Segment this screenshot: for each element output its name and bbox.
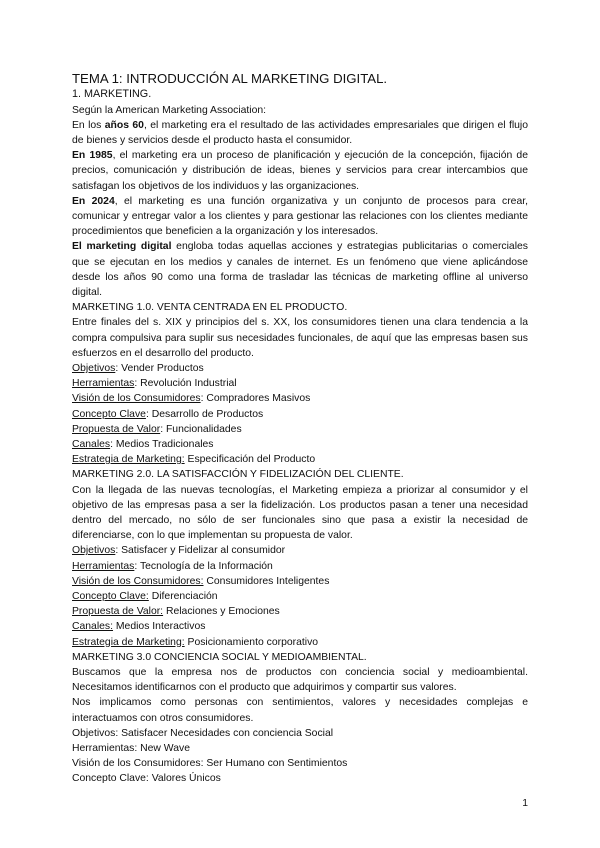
list-item: Concepto Clave: Desarrollo de Productos (72, 408, 264, 420)
list-item: Canales: Medios Tradicionales (72, 438, 214, 450)
body-marketing-2: Con la llegada de las nuevas tecnologías, el Marketing empieza a priorizar al consumidor y el objetivo de las empresas pasa a ser la fidelización. Los productos pasan a tener una necesidad dentro del mercado, no sólo de ser funcionales sino que pasa a existir la necesidad de diferenciarse, con lo que implementan su propuesta de valor. (72, 484, 528, 542)
list-item: Visión de los Consumidores: Consumidores Inteligentes (72, 575, 330, 587)
list-item: Estrategia de Marketing: Especificación del Producto (72, 454, 316, 466)
list-marketing-3 (72, 726, 528, 787)
heading-marketing-1: MARKETING 1.0. VENTA CENTRADA EN EL PRODUCTO. (72, 302, 348, 314)
list-item: Visión de los Consumidores: Compradores Masivos (72, 393, 311, 405)
list-marketing-1 (72, 361, 528, 467)
list-item: Objetivos: Vender Productos (72, 362, 204, 374)
list-item: Visión de los Consumidores: Ser Humano con Sentimientos (72, 758, 348, 770)
list-item: Objetivos: Satisfacer y Fidelizar al consumidor (72, 545, 286, 557)
list-item: Propuesta de Valor: Funcionalidades (72, 423, 242, 435)
list-item: Canales: Medios Interactivos (72, 621, 206, 633)
list-marketing-2 (72, 543, 528, 649)
list-item: Herramientas: Revolución Industrial (72, 378, 237, 390)
heading-marketing-2: MARKETING 2.0. LA SATISFACCIÓN Y FIDELIZACIÓN DEL CLIENTE. (72, 469, 404, 481)
paragraph-1985: En 1985, el marketing era un proceso de planificación y ejecución de la concepción, fijación de precios, comunicación y distribución de ideas, bienes y servicios para crear intercambios que satisfagan los objetivos de los individuos y las organizaciones. (72, 150, 528, 192)
section-heading-marketing: 1. MARKETING. (72, 88, 152, 100)
document-title: TEMA 1: INTRODUCCIÓN AL MARKETING DIGITAL. (72, 71, 388, 86)
list-item: Herramientas: Tecnología de la Información (72, 560, 273, 572)
list-item: Propuesta de Valor: Relaciones y Emociones (72, 606, 280, 618)
paragraph-60s: En los años 60, el marketing era el resultado de las actividades empresariales que dirigen el flujo de bienes y servicios desde el producto hasta el consumidor. (72, 119, 529, 146)
page-number: 1 (522, 798, 528, 809)
body-marketing-3a: Buscamos que la empresa nos de productos con conciencia social y medioambiental. Necesitamos identificarnos con el producto que adquirimos y compartir sus valores. (72, 667, 528, 694)
document-page (72, 70, 528, 787)
list-item: Concepto Clave: Diferenciación (72, 591, 218, 602)
list-item: Objetivos: Satisfacer Necesidades con conciencia Social (72, 727, 334, 739)
paragraph-2024: En 2024, el marketing es una función organizativa y un conjunto de procesos para crear, comunicar y entregar valor a los clientes y para gestionar las relaciones con los clientes mediante procedimientos que beneficien a la organización y los interesados. (72, 195, 529, 238)
body-marketing-3b: Nos implicamos como personas con sentimientos, valores y necesidades complejas e interactuamos con otros consumidores. (72, 697, 528, 724)
intro-line: Según la American Marketing Association: (72, 104, 267, 116)
list-item: Herramientas: New Wave (72, 743, 190, 755)
paragraph-digital-marketing: El marketing digital engloba todas aquellas acciones y estrategias publicitarias o comerciales que se ejecutan en los medios y canales de internet. Es un fenómeno que viene aplicándose desde los años 90 como una forma de trasladar las técnicas de marketing offline al universo digital. (72, 241, 528, 298)
body-marketing-1: Entre finales del s. XIX y principios del s. XX, los consumidores tienen una clara tendencia a la compra compulsiva para suplir sus necesidades funcionales, de aquí que las empresas basen sus esfuerzos en el desarrollo del producto. (72, 317, 528, 359)
heading-marketing-3: MARKETING 3.0 CONCIENCIA SOCIAL Y MEDIOAMBIENTAL. (72, 651, 367, 663)
list-item: Estrategia de Marketing: Posicionamiento corporativo (72, 636, 319, 648)
list-item: Concepto Clave: Valores Únicos (72, 773, 221, 785)
